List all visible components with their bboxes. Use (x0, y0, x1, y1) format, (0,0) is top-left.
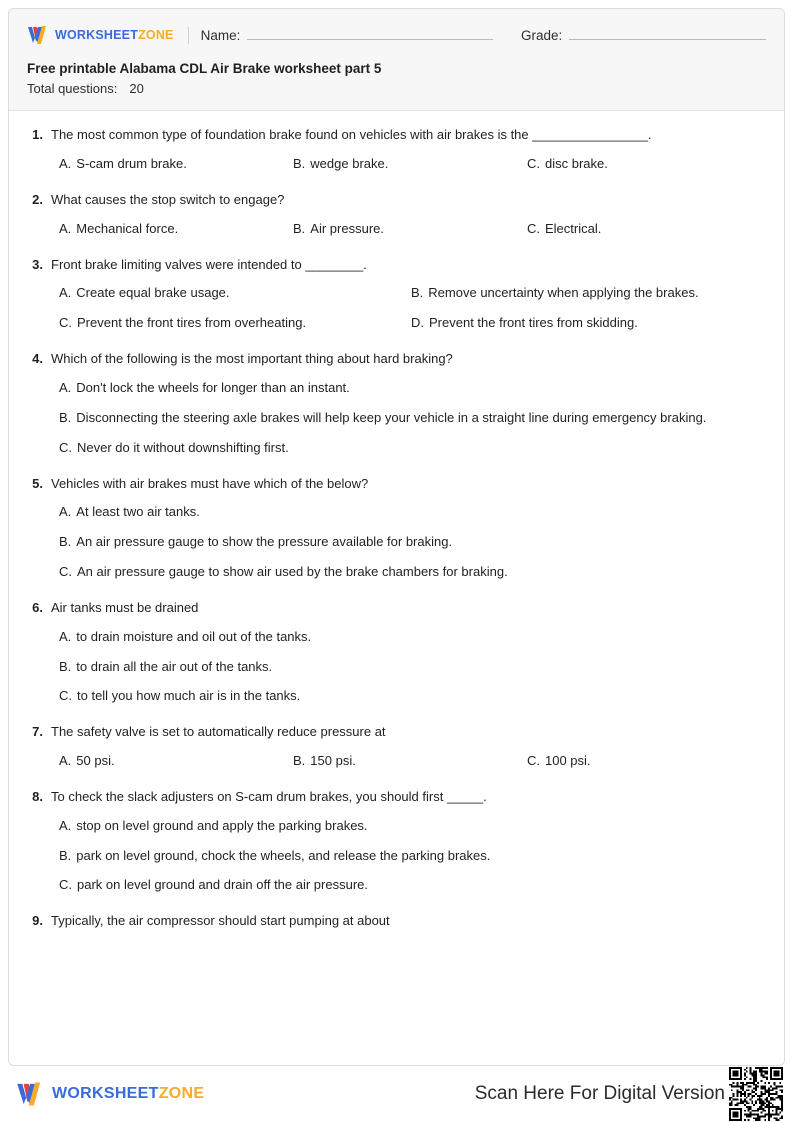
question-number: 8. (32, 788, 43, 804)
option-text: park on level ground and drain off the air pressure. (77, 877, 368, 893)
answer-option[interactable] (59, 533, 766, 552)
option-text: to tell you how much air is in the tanks. (77, 688, 301, 704)
option-letter: A. (59, 753, 72, 769)
answer-option[interactable] (59, 658, 766, 677)
option-letter: C. (527, 156, 540, 172)
option-text: 150 psi. (310, 753, 356, 769)
option-text: Remove uncertainty when applying the brakes. (428, 285, 699, 301)
option-text: Create equal brake usage. (76, 285, 230, 301)
answer-option[interactable] (59, 563, 766, 582)
question-options (27, 155, 766, 174)
question-text: To check the slack adjusters on S-cam drum brakes, you should first _____. (51, 788, 487, 804)
footer-brand-logo (16, 1081, 204, 1107)
question-item (27, 723, 766, 771)
question-line (27, 912, 766, 931)
answer-option[interactable] (411, 284, 763, 303)
option-letter: B. (59, 658, 72, 674)
footer-worksheet-text: WORKSHEET (52, 1085, 159, 1102)
option-letter: C. (59, 688, 72, 704)
worksheet-zone-logo-icon (27, 25, 49, 45)
total-questions-value: 20 (129, 81, 144, 97)
option-text: Prevent the front tires from overheating. (77, 315, 307, 331)
answer-option[interactable] (59, 817, 766, 836)
option-letter: B. (293, 753, 306, 769)
option-text: Mechanical force. (76, 220, 179, 236)
option-letter: D. (411, 315, 424, 331)
answer-option[interactable] (59, 155, 293, 174)
question-item (27, 475, 766, 582)
option-text: Prevent the front tires from skidding. (429, 315, 638, 331)
answer-option[interactable] (59, 687, 766, 706)
answer-option[interactable] (411, 314, 763, 333)
question-item (27, 126, 766, 174)
answer-option[interactable] (59, 220, 293, 239)
answer-option[interactable] (59, 439, 766, 458)
answer-option[interactable] (59, 752, 293, 771)
question-number: 3. (32, 256, 43, 272)
name-input-line[interactable] (247, 28, 493, 40)
option-letter: C. (59, 877, 72, 893)
option-text: At least two air tanks. (76, 504, 200, 520)
scan-here-text: Scan Here For Digital Version (474, 1083, 725, 1104)
option-letter: B. (59, 847, 72, 863)
grade-input-line[interactable] (569, 28, 766, 40)
option-letter: B. (293, 220, 306, 236)
brand-zone-text: ZONE (138, 27, 174, 42)
questions-list (9, 111, 784, 1065)
question-number: 4. (32, 351, 43, 367)
question-options (27, 817, 766, 896)
question-options (27, 284, 766, 333)
option-text: park on level ground, chock the wheels, and release the parking brakes. (76, 847, 491, 863)
brand-worksheet-text: WORKSHEET (55, 27, 139, 42)
question-number: 2. (32, 191, 43, 207)
option-letter: B. (59, 409, 72, 425)
brand-logo (27, 25, 174, 45)
grade-field[interactable] (521, 28, 766, 43)
question-item (27, 256, 766, 334)
worksheet-zone-logo-icon (16, 1081, 44, 1107)
option-text: wedge brake. (310, 156, 389, 172)
name-label: Name: (200, 27, 241, 43)
option-text: to drain moisture and oil out of the tanks. (76, 628, 312, 644)
option-text: 100 psi. (545, 753, 591, 769)
answer-option[interactable] (59, 314, 411, 333)
question-line (27, 788, 766, 807)
question-line (27, 350, 766, 369)
option-text: Don't lock the wheels for longer than an instant. (76, 379, 350, 395)
option-letter: A. (59, 220, 72, 236)
option-letter: A. (59, 628, 72, 644)
question-item (27, 599, 766, 706)
question-text: What causes the stop switch to engage? (51, 191, 285, 207)
question-options (27, 628, 766, 707)
question-text: The safety valve is set to automatically reduce pressure at (51, 724, 386, 740)
question-text: Front brake limiting valves were intended to ________. (51, 256, 367, 272)
option-text: stop on level ground and apply the parking brakes. (76, 817, 368, 833)
question-text: Air tanks must be drained (51, 599, 199, 615)
option-text: 50 psi. (76, 753, 115, 769)
option-letter: B. (293, 156, 306, 172)
total-questions-label: Total questions: (27, 81, 118, 97)
option-letter: C. (59, 439, 72, 455)
question-text: Which of the following is the most important thing about hard braking? (51, 351, 453, 367)
brand-logo-text (55, 29, 174, 42)
question-number: 7. (32, 724, 43, 740)
option-text: Never do it without downshifting first. (77, 439, 289, 455)
header-row (27, 23, 766, 47)
option-letter: B. (411, 285, 424, 301)
option-letter: C. (59, 315, 72, 331)
question-item (27, 912, 766, 931)
answer-option[interactable] (293, 752, 527, 771)
question-item (27, 788, 766, 895)
option-text: disc brake. (545, 156, 608, 172)
answer-option[interactable] (293, 155, 527, 174)
option-text: Air pressure. (310, 220, 384, 236)
question-options (27, 379, 766, 458)
answer-option[interactable] (59, 503, 766, 522)
option-letter: C. (527, 220, 540, 236)
question-line (27, 723, 766, 742)
option-text: An air pressure gauge to show the pressure available for braking. (76, 534, 453, 550)
option-letter: C. (527, 753, 540, 769)
question-line (27, 126, 766, 145)
option-letter: A. (59, 379, 72, 395)
answer-option[interactable] (527, 155, 761, 174)
question-options (27, 503, 766, 582)
grade-label: Grade: (521, 27, 563, 43)
question-text: Typically, the air compressor should start pumping at about (51, 913, 390, 929)
qr-code-icon[interactable] (729, 1067, 783, 1121)
header-divider (188, 27, 189, 44)
worksheet-sheet (8, 8, 785, 1066)
option-letter: A. (59, 156, 72, 172)
title-block (27, 60, 766, 96)
question-number: 6. (32, 599, 43, 615)
question-options (27, 220, 766, 239)
footer-scan-area (475, 1067, 783, 1121)
option-text: An air pressure gauge to show air used by the brake chambers for braking. (77, 564, 508, 580)
question-options (27, 752, 766, 771)
question-item (27, 350, 766, 457)
question-number: 9. (32, 913, 43, 929)
option-text: S-cam drum brake. (76, 156, 187, 172)
answer-option[interactable] (527, 220, 761, 239)
question-line (27, 191, 766, 210)
option-letter: A. (59, 817, 72, 833)
name-field[interactable] (201, 28, 493, 43)
question-item (27, 191, 766, 239)
worksheet-title: Free printable Alabama CDL Air Brake worksheet part 5 (27, 61, 382, 76)
option-text: Electrical. (545, 220, 602, 236)
option-text: Disconnecting the steering axle brakes will help keep your vehicle in a straight line during emergency braking. (76, 409, 707, 425)
answer-option[interactable] (293, 220, 527, 239)
question-number: 5. (32, 475, 43, 491)
option-letter: A. (59, 285, 72, 301)
footer-brand-text (52, 1086, 204, 1102)
question-text: Vehicles with air brakes must have which of the below? (51, 475, 369, 491)
worksheet-header (9, 9, 784, 111)
answer-option[interactable] (59, 409, 766, 428)
option-text: to drain all the air out of the tanks. (76, 658, 273, 674)
question-number: 1. (32, 127, 43, 143)
footer-zone-text: ZONE (158, 1085, 205, 1102)
answer-option[interactable] (59, 379, 766, 398)
option-letter: B. (59, 534, 72, 550)
option-letter: A. (59, 504, 72, 520)
question-line (27, 475, 766, 494)
option-letter: C. (59, 564, 72, 580)
total-questions-row (27, 81, 766, 96)
answer-option[interactable] (59, 628, 766, 647)
answer-option[interactable] (59, 284, 411, 303)
question-line (27, 256, 766, 275)
answer-option[interactable] (59, 876, 766, 895)
question-text: The most common type of foundation brake found on vehicles with air brakes is the ________________. (51, 127, 652, 143)
page-footer (8, 1066, 785, 1122)
question-line (27, 599, 766, 618)
answer-option[interactable] (527, 752, 761, 771)
answer-option[interactable] (59, 847, 766, 866)
